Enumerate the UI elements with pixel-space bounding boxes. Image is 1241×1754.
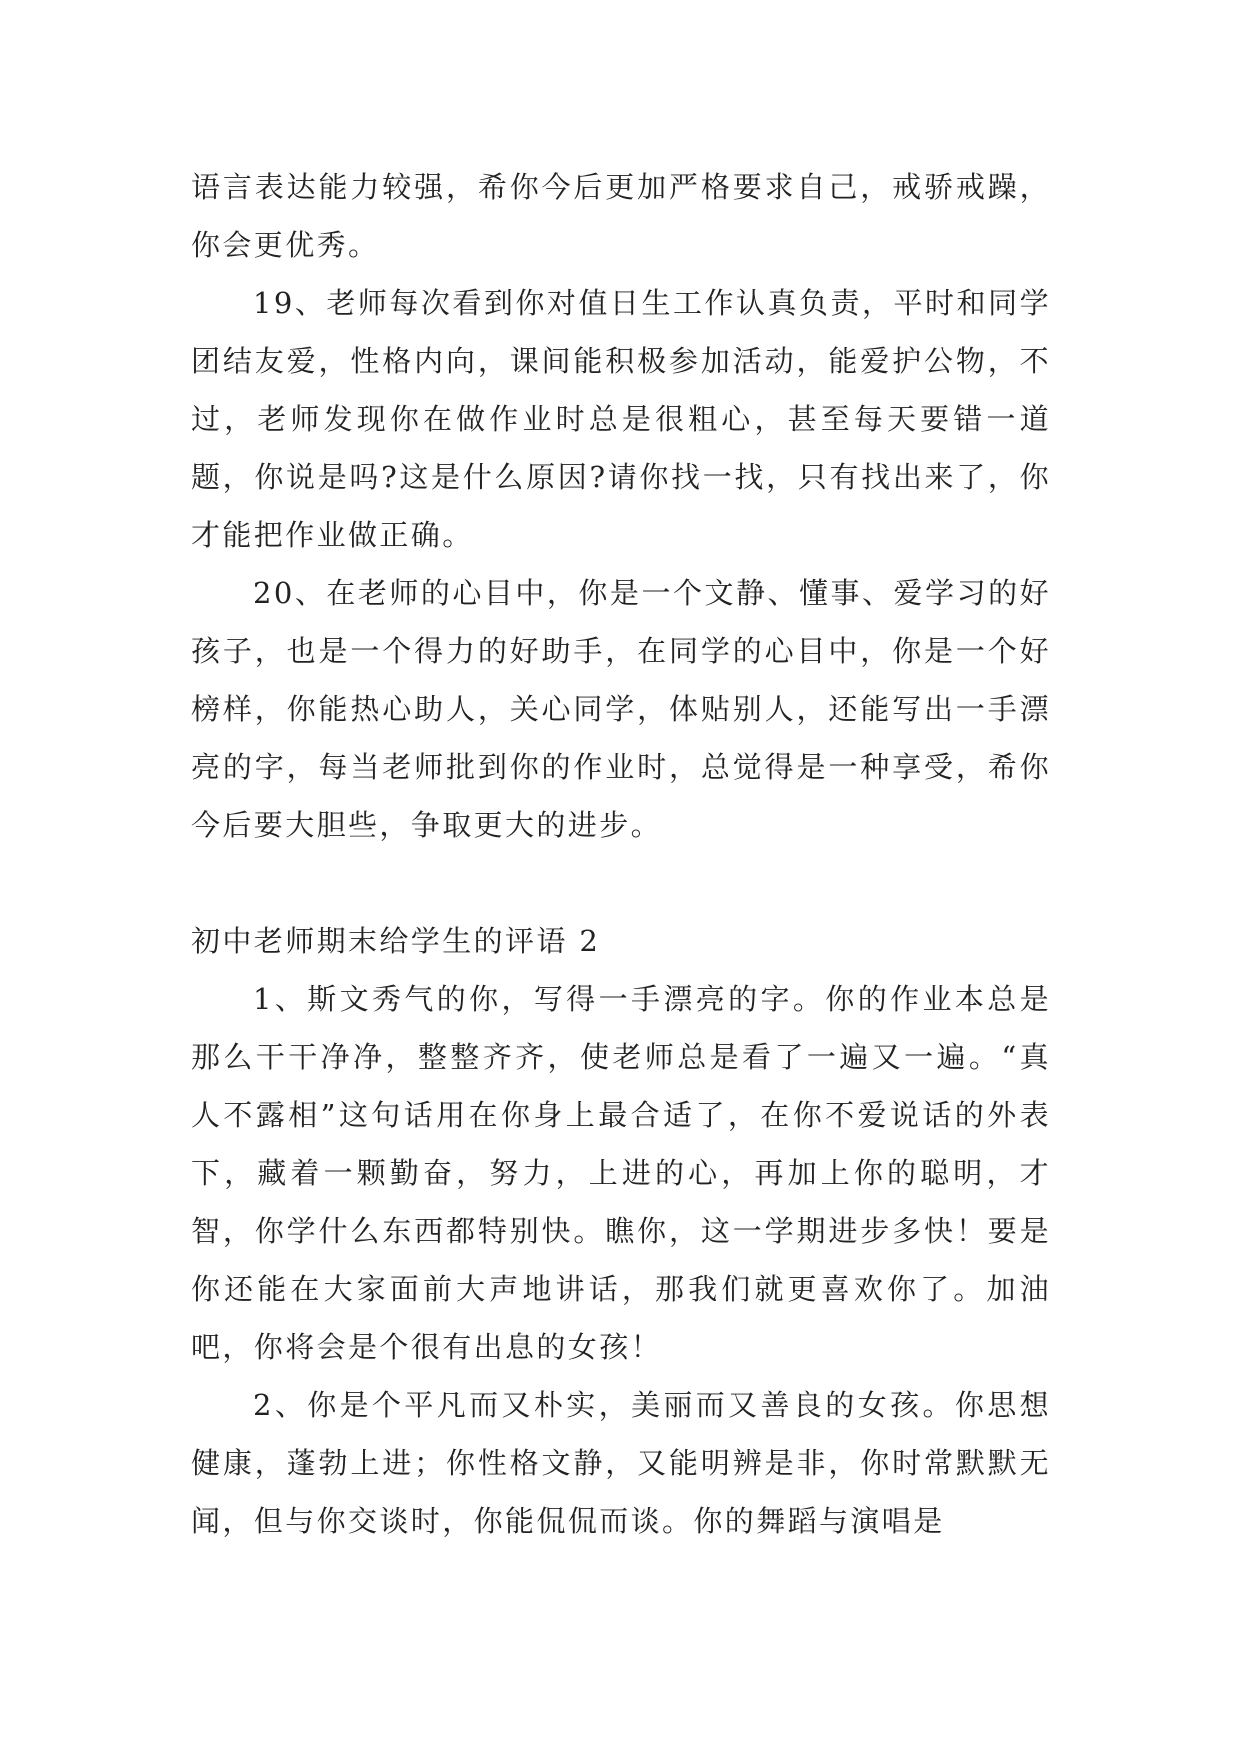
section-heading: 初中老师期末给学生的评语 2: [191, 924, 601, 958]
paragraph-comment-2: 2、你是个平凡而又朴实，美丽而又善良的女孩。你思想健康，蓬勃上进；你性格文静，又能明辨是非，你时常默默无闻，但与你交谈时，你能侃侃而谈。你的舞蹈与演唱是: [191, 1388, 1051, 1538]
paragraph-comment-20: 20、在老师的心目中，你是一个文静、懂事、爱学习的好孩子，也是一个得力的好助手，在同学的心目中，你是一个好榜样，你能热心助人，关心同学，体贴别人，还能写出一手漂亮的字，每当老师批到你的作业时，总觉得是一种享受，希你今后要大胆些，争取更大的进步。: [191, 576, 1051, 842]
paragraph-comment-1: 1、斯文秀气的你，写得一手漂亮的字。你的作业本总是那么干干净净，整整齐齐，使老师总是看了一遍又一遍。“真人不露相”这句话用在你身上最合适了，在你不爱说话的外表下，藏着一颗勤奋，努力，上进的心，再加上你的聪明，才智，你学什么东西都特别快。瞧你，这一学期进步多快！要是你还能在大家面前大声地讲话，那我们就更喜欢你了。加油吧，你将会是个很有出息的女孩！: [191, 982, 1051, 1364]
paragraph-continuation: 语言表达能力较强，希你今后更加严格要求自己，戒骄戒躁，你会更优秀。: [191, 170, 1051, 262]
paragraph-comment-19: 19、老师每次看到你对值日生工作认真负责，平时和同学团结友爱，性格内向，课间能积极参加活动，能爱护公物，不过，老师发现你在做作业时总是很粗心，甚至每天要错一道题，你说是吗?这是什么原因?请你找一找，只有找出来了，你才能把作业做正确。: [191, 286, 1051, 552]
section-spacer: [191, 854, 1051, 912]
document-body: [191, 158, 1051, 1550]
